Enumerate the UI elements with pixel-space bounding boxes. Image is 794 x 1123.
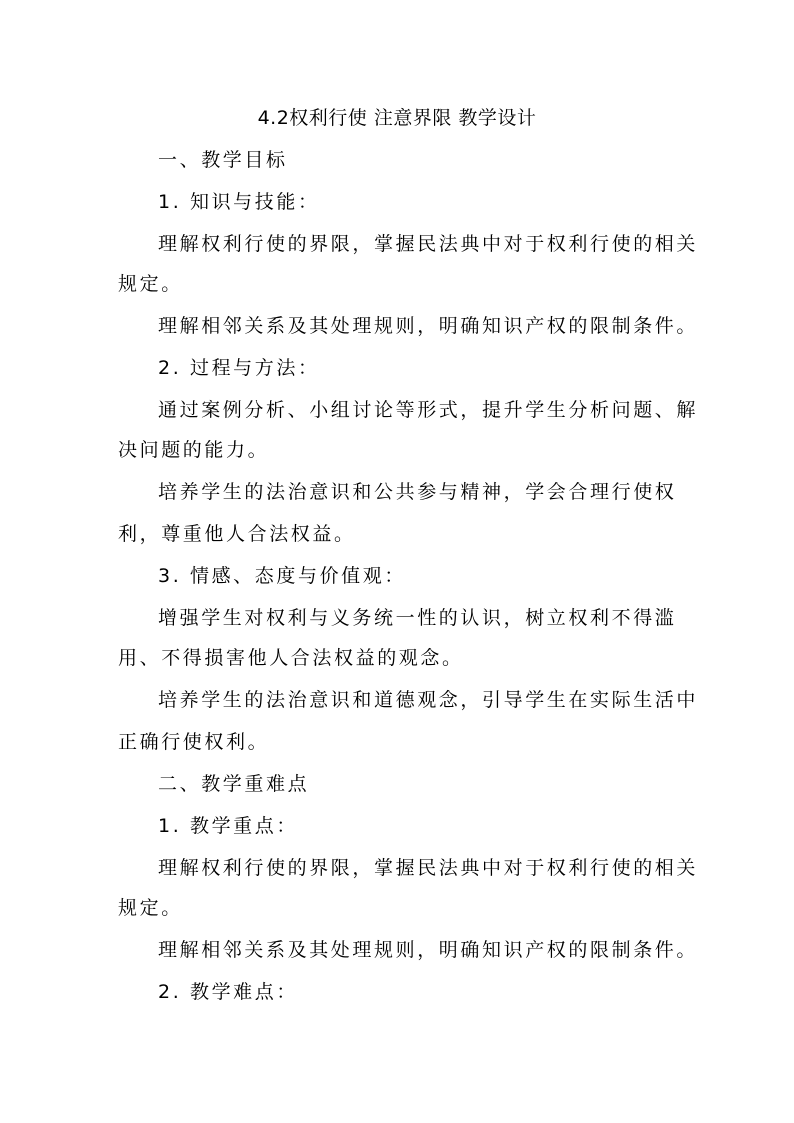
paragraph-line: 理解相邻关系及其处理规则，明确知识产权的限制条件。 xyxy=(158,315,699,337)
paragraph-line: 利，尊重他人合法权益。 xyxy=(118,523,356,545)
paragraph-line: 培养学生的法治意识和公共参与精神，学会合理行使权 xyxy=(158,481,677,503)
paragraph-line: 理解相邻关系及其处理规则，明确知识产权的限制条件。 xyxy=(158,939,699,961)
subsection-emotion-values: 3. 情感、态度与价值观： xyxy=(158,565,406,587)
subsection-process-methods: 2. 过程与方法： xyxy=(158,357,320,379)
paragraph-line: 用、不得损害他人合法权益的观念。 xyxy=(118,647,464,669)
subsection-difficult-points: 2. 教学难点： xyxy=(158,981,298,1003)
document-title: 4.2权利行使 注意界限 教学设计 xyxy=(257,107,537,129)
paragraph-line: 增强学生对权利与义务统一性的认识，树立权利不得滥 xyxy=(158,607,677,629)
paragraph-line: 规定。 xyxy=(118,897,183,919)
subsection-knowledge-skills: 1. 知识与技能： xyxy=(158,191,320,213)
subsection-key-points: 1. 教学重点： xyxy=(158,815,298,837)
paragraph-line: 培养学生的法治意识和道德观念，引导学生在实际生活中 xyxy=(158,689,699,711)
paragraph-line: 通过案例分析、小组讨论等形式，提升学生分析问题、解 xyxy=(158,399,699,421)
paragraph-line: 决问题的能力。 xyxy=(118,439,270,461)
section-heading-key-difficult-points: 二、教学重难点 xyxy=(158,773,310,795)
paragraph-line: 理解权利行使的界限，掌握民法典中对于权利行使的相关 xyxy=(158,857,699,879)
section-heading-objectives: 一、教学目标 xyxy=(158,149,288,171)
paragraph-line: 正确行使权利。 xyxy=(118,731,270,753)
paragraph-line: 规定。 xyxy=(118,273,183,295)
paragraph-line: 理解权利行使的界限，掌握民法典中对于权利行使的相关 xyxy=(158,233,699,255)
